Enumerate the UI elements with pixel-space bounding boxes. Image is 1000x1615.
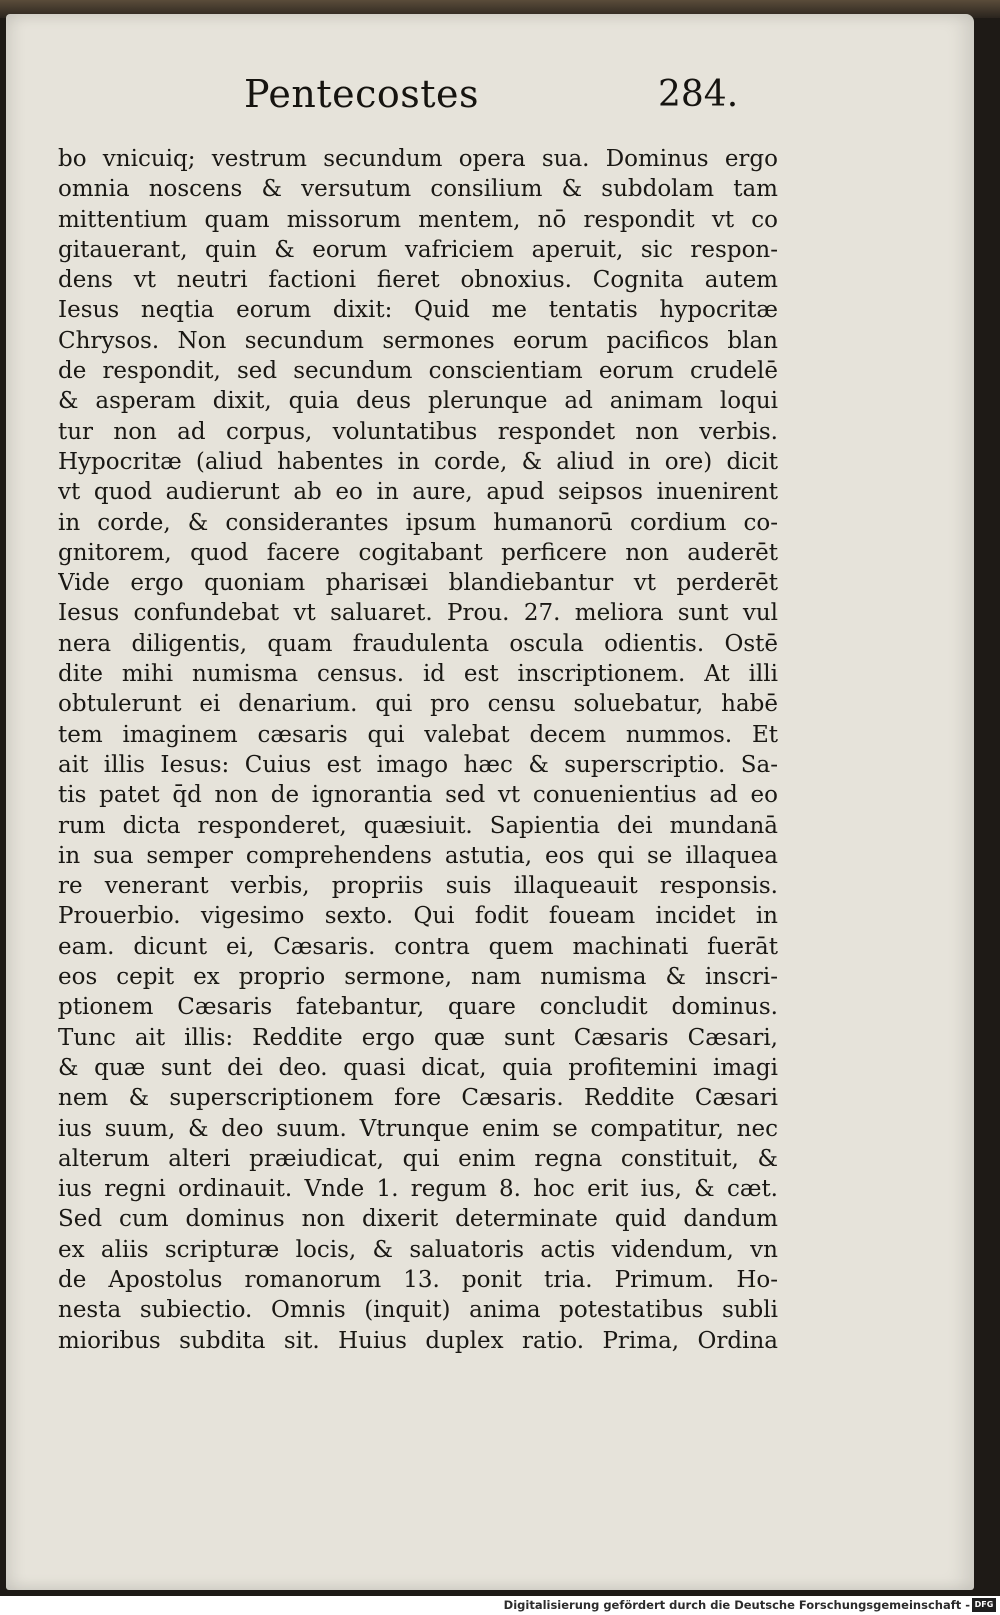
text-line: mittentium quam missorum mentem, nō respondit vt co bbox=[58, 206, 778, 233]
text-line: eam. dicunt ei, Cæsaris. contra quem machinati fuerāt bbox=[58, 933, 778, 960]
digitization-credit: Digitalisierung gefördert durch die Deutsche Forschungsgemeinschaft - bbox=[503, 1598, 970, 1612]
text-line: gnitorem, quod facere cogitabant perficere non auderēt bbox=[58, 539, 778, 566]
text-line: eos cepit ex proprio sermone, nam numisma & inscri- bbox=[58, 964, 778, 991]
text-line: mioribus subdita sit. Huius duplex ratio. Prima, Ordina bbox=[58, 1327, 778, 1354]
text-line: re venerant verbis, propriis suis illaqueauit responsis. bbox=[58, 873, 778, 900]
text-line: & asperam dixit, quia deus plerunque ad animam loqui bbox=[58, 388, 778, 415]
text-line: in sua semper comprehendens astutia, eos qui se illaquea bbox=[58, 842, 778, 869]
footer-bar bbox=[0, 1596, 1000, 1615]
text-line: Iesus neqtia eorum dixit: Quid me tentatis hypocritæ bbox=[58, 297, 778, 324]
text-line: de respondit, sed secundum conscientiam eorum crudelē bbox=[58, 358, 778, 385]
text-line: nera diligentis, quam fraudulenta oscula odientis. Ostē bbox=[58, 630, 778, 657]
text-line: ptionem Cæsaris fatebantur, quare concludit dominus. bbox=[58, 994, 778, 1021]
page-number: 284. bbox=[658, 74, 739, 115]
text-line: bo vnicuiq; vestrum secundum opera sua. Dominus ergo bbox=[58, 146, 778, 172]
text-line: rum dicta responderet, quæsiuit. Sapientia dei mundanā bbox=[58, 812, 778, 839]
text-line: ius suum, & deo suum. Vtrunque enim se compatitur, nec bbox=[58, 1115, 778, 1142]
page-header bbox=[6, 72, 974, 132]
text-line: Hypocritæ (aliud habentes in corde, & aliud in ore) dicit bbox=[58, 448, 778, 475]
body-text bbox=[58, 144, 778, 1356]
text-line: ex aliis scripturæ locis, & saluatoris actis videndum, vn bbox=[58, 1236, 778, 1263]
text-line: Vide ergo quoniam pharisæi blandiebantur vt perderēt bbox=[58, 570, 778, 597]
text-line: nesta subiectio. Omnis (inquit) anima potestatibus subli bbox=[58, 1297, 778, 1324]
dfg-logo: DFG bbox=[972, 1598, 996, 1612]
text-line: omnia noscens & versutum consilium & subdolam tam bbox=[58, 176, 778, 203]
text-line: tur non ad corpus, voluntatibus respondet non verbis. bbox=[58, 418, 778, 445]
text-line: Chrysos. Non secundum sermones eorum pacificos blan bbox=[58, 327, 778, 354]
text-line: dite mihi numisma census. id est inscriptionem. At illi bbox=[58, 661, 778, 688]
text-line: nem & superscriptionem fore Cæsaris. Reddite Cæsari bbox=[58, 1085, 778, 1112]
running-title: Pentecostes bbox=[244, 72, 480, 116]
text-line: alterum alteri præiudicat, qui enim regna constituit, & bbox=[58, 1145, 778, 1172]
text-line: Prouerbio. vigesimo sexto. Qui fodit foueam incidet in bbox=[58, 903, 778, 930]
text-line: in corde, & considerantes ipsum humanorū cordium co- bbox=[58, 509, 778, 536]
text-line: obtulerunt ei denarium. qui pro censu soluebatur, habē bbox=[58, 691, 778, 718]
book-page bbox=[6, 14, 974, 1590]
text-line: dens vt neutri factioni fieret obnoxius. Cognita autem bbox=[58, 267, 778, 294]
text-line: gitauerant, quin & eorum vafriciem aperuit, sic respon- bbox=[58, 236, 778, 263]
text-line: & quæ sunt dei deo. quasi dicat, quia profitemini imagi bbox=[58, 1054, 778, 1081]
text-line: tis patet q̄d non de ignorantia sed vt conuenientius ad eo bbox=[58, 782, 778, 809]
text-line: ait illis Iesus: Cuius est imago hæc & superscriptio. Sa- bbox=[58, 751, 778, 778]
text-line: Sed cum dominus non dixerit determinate quid dandum bbox=[58, 1206, 778, 1233]
text-line: Tunc ait illis: Reddite ergo quæ sunt Cæsaris Cæsari, bbox=[58, 1024, 778, 1051]
text-line: de Apostolus romanorum 13. ponit tria. Primum. Ho- bbox=[58, 1266, 778, 1293]
text-line: ius regni ordinauit. Vnde 1. regum 8. hoc erit ius, & cæt. bbox=[58, 1176, 778, 1203]
text-line: Iesus confundebat vt saluaret. Prou. 27. meliora sunt vul bbox=[58, 600, 778, 627]
text-line: vt quod audierunt ab eo in aure, apud seipsos inuenirent bbox=[58, 479, 778, 506]
text-line: tem imaginem cæsaris qui valebat decem nummos. Et bbox=[58, 721, 778, 748]
